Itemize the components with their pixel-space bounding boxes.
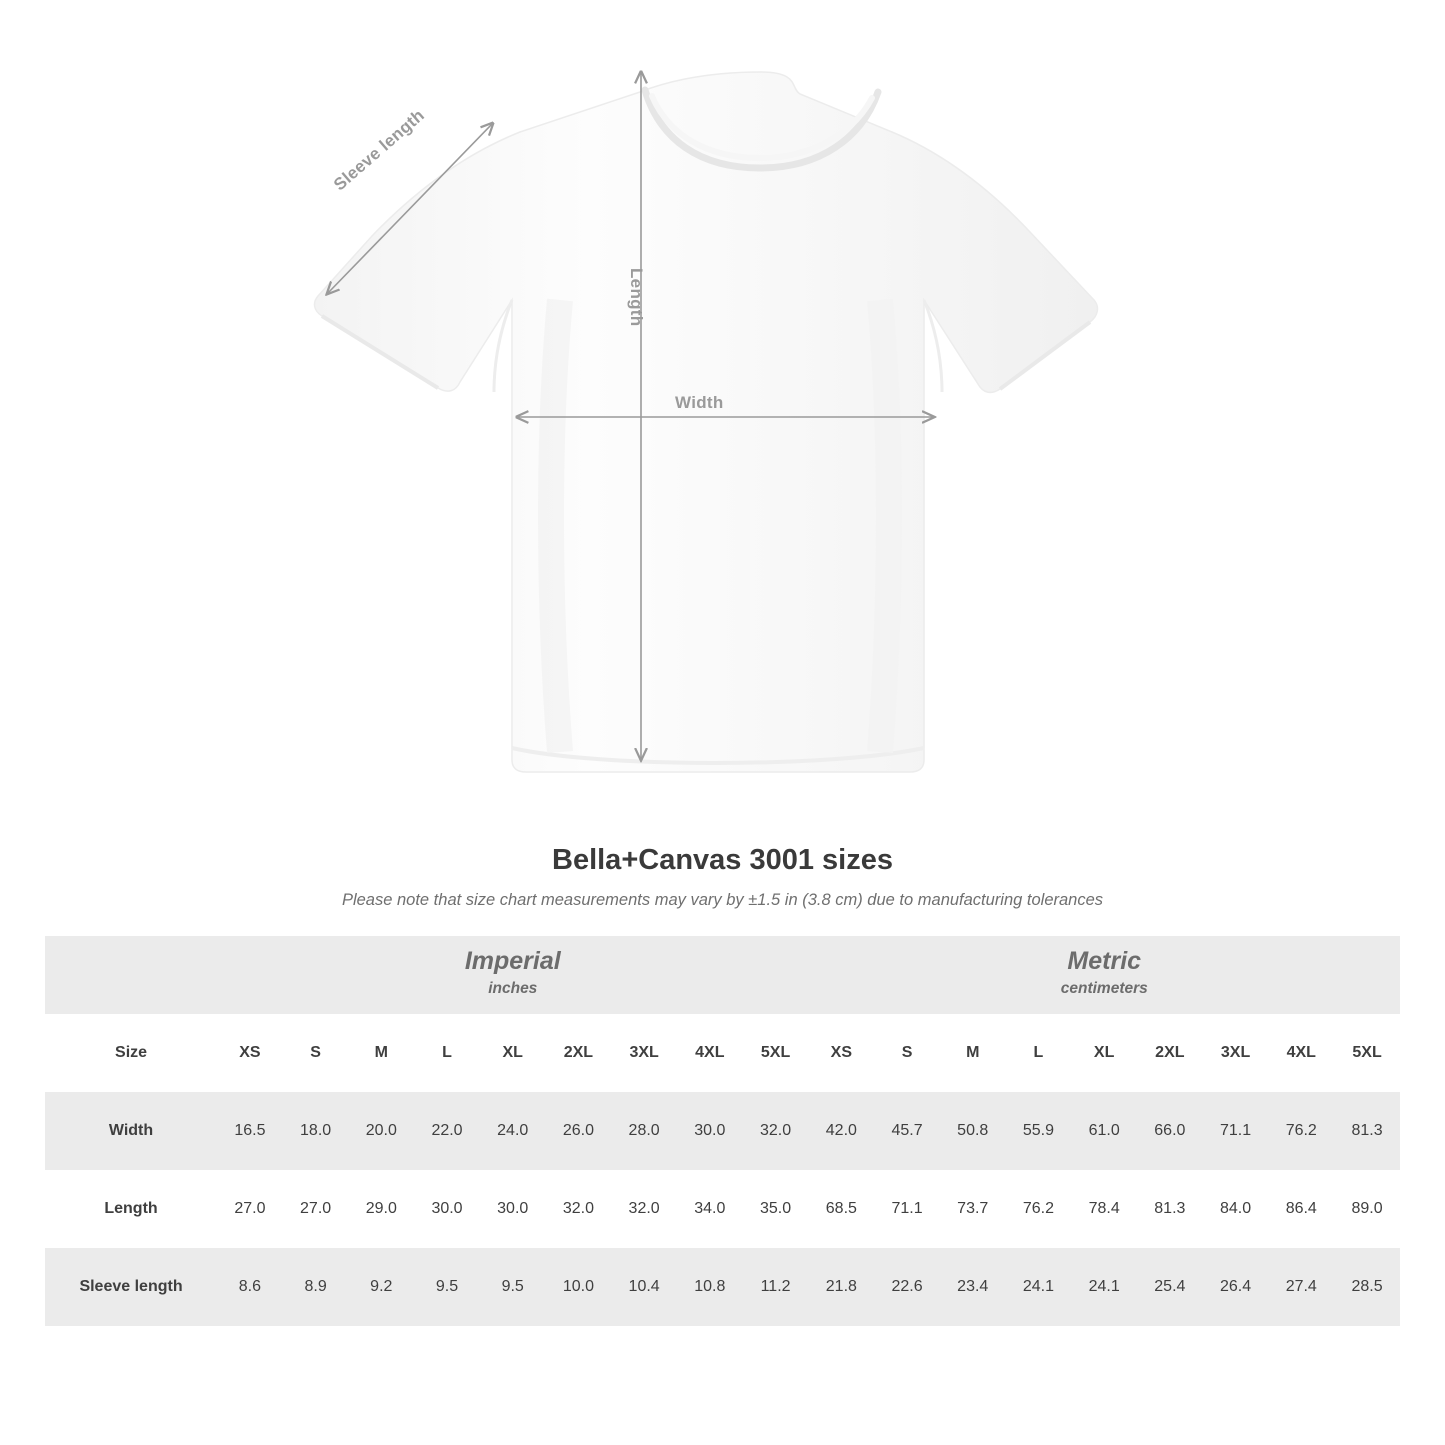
size-column-xl-imperial: XL (480, 1014, 546, 1092)
cell-value: 21.8 (808, 1248, 874, 1326)
unit-system-row (45, 936, 1400, 1014)
table-row (45, 1092, 1400, 1170)
size-column-2xl-imperial: 2XL (546, 1014, 612, 1092)
cell-value: 20.0 (348, 1092, 414, 1170)
cell-value: 11.2 (743, 1248, 809, 1326)
cell-value: 10.0 (546, 1248, 612, 1326)
cell-value: 30.0 (480, 1170, 546, 1248)
cell-value: 68.5 (808, 1170, 874, 1248)
size-column-m-metric: M (940, 1014, 1006, 1092)
cell-value: 28.0 (611, 1092, 677, 1170)
cell-value: 29.0 (348, 1170, 414, 1248)
cell-value: 34.0 (677, 1170, 743, 1248)
cell-value: 86.4 (1268, 1170, 1334, 1248)
cell-value: 10.8 (677, 1248, 743, 1326)
cell-value: 76.2 (1268, 1092, 1334, 1170)
shirt-body (315, 72, 1098, 772)
size-column-4xl-metric: 4XL (1268, 1014, 1334, 1092)
cell-value: 42.0 (808, 1092, 874, 1170)
size-column-xs-metric: XS (808, 1014, 874, 1092)
size-column-xs-imperial: XS (217, 1014, 283, 1092)
row-label-sleeve-length: Sleeve length (45, 1248, 217, 1326)
size-column-s-imperial: S (283, 1014, 349, 1092)
imperial-name: Imperial (464, 946, 561, 975)
cell-value: 24.0 (480, 1092, 546, 1170)
cell-value: 89.0 (1334, 1170, 1400, 1248)
cell-value: 10.4 (611, 1248, 677, 1326)
cell-value: 26.0 (546, 1092, 612, 1170)
cell-value: 71.1 (1203, 1092, 1269, 1170)
row-label-width: Width (45, 1092, 217, 1170)
imperial-unit: inches (488, 980, 538, 998)
cell-value: 84.0 (1203, 1170, 1269, 1248)
cell-value: 27.4 (1268, 1248, 1334, 1326)
cell-value: 18.0 (283, 1092, 349, 1170)
cell-value: 27.0 (217, 1170, 283, 1248)
size-column-xl-metric: XL (1071, 1014, 1137, 1092)
cell-value: 26.4 (1203, 1248, 1269, 1326)
cell-value: 24.1 (1006, 1248, 1072, 1326)
size-chart-table-wrapper (45, 936, 1400, 1326)
page-title: Bella+Canvas 3001 sizes (552, 844, 893, 876)
cell-value: 73.7 (940, 1170, 1006, 1248)
imperial-header (217, 936, 808, 1014)
cell-value: 22.6 (874, 1248, 940, 1326)
size-column-5xl-imperial: 5XL (743, 1014, 809, 1092)
cell-value: 78.4 (1071, 1170, 1137, 1248)
cell-value: 61.0 (1071, 1092, 1137, 1170)
metric-header (808, 936, 1400, 1014)
size-column-l-imperial: L (414, 1014, 480, 1092)
cell-value: 8.9 (283, 1248, 349, 1326)
cell-value: 28.5 (1334, 1248, 1400, 1326)
table-row (45, 1248, 1400, 1326)
cell-value: 35.0 (743, 1170, 809, 1248)
row-label-length: Length (45, 1170, 217, 1248)
cell-value: 22.0 (414, 1092, 480, 1170)
cell-value: 32.0 (743, 1092, 809, 1170)
size-column-5xl-metric: 5XL (1334, 1014, 1400, 1092)
size-column-header: Size (45, 1014, 217, 1092)
size-column-4xl-imperial: 4XL (677, 1014, 743, 1092)
cell-value: 25.4 (1137, 1248, 1203, 1326)
size-table-body (45, 1092, 1400, 1326)
metric-name: Metric (1067, 946, 1142, 975)
cell-value: 9.5 (414, 1248, 480, 1326)
cell-value: 50.8 (940, 1092, 1006, 1170)
cell-value: 8.6 (217, 1248, 283, 1326)
width-label: Width (675, 393, 724, 412)
cell-value: 27.0 (283, 1170, 349, 1248)
size-column-l-metric: L (1006, 1014, 1072, 1092)
cell-value: 45.7 (874, 1092, 940, 1170)
size-column-3xl-imperial: 3XL (611, 1014, 677, 1092)
length-label: Length (627, 268, 646, 327)
title-block (0, 844, 1445, 910)
table-row (45, 1170, 1400, 1248)
tolerance-note: Please note that size chart measurements may vary by ±1.5 in (3.8 cm) due to manufacturing tolerances (341, 891, 1104, 909)
cell-value: 32.0 (546, 1170, 612, 1248)
metric-unit: centimeters (1060, 980, 1148, 998)
size-column-s-metric: S (874, 1014, 940, 1092)
cell-value: 81.3 (1137, 1170, 1203, 1248)
size-column-2xl-metric: 2XL (1137, 1014, 1203, 1092)
unit-system-spacer (45, 936, 217, 1014)
size-chart-table (45, 936, 1400, 1326)
sleeve-length-label: Sleeve length (330, 105, 429, 195)
cell-value: 9.2 (348, 1248, 414, 1326)
size-header-row (45, 1014, 1400, 1092)
cell-value: 81.3 (1334, 1092, 1400, 1170)
cell-value: 30.0 (677, 1092, 743, 1170)
cell-value: 24.1 (1071, 1248, 1137, 1326)
cell-value: 23.4 (940, 1248, 1006, 1326)
cell-value: 30.0 (414, 1170, 480, 1248)
cell-value: 76.2 (1006, 1170, 1072, 1248)
cell-value: 71.1 (874, 1170, 940, 1248)
cell-value: 66.0 (1137, 1092, 1203, 1170)
cell-value: 16.5 (217, 1092, 283, 1170)
size-column-m-imperial: M (348, 1014, 414, 1092)
cell-value: 9.5 (480, 1248, 546, 1326)
size-column-3xl-metric: 3XL (1203, 1014, 1269, 1092)
cell-value: 55.9 (1006, 1092, 1072, 1170)
cell-value: 32.0 (611, 1170, 677, 1248)
